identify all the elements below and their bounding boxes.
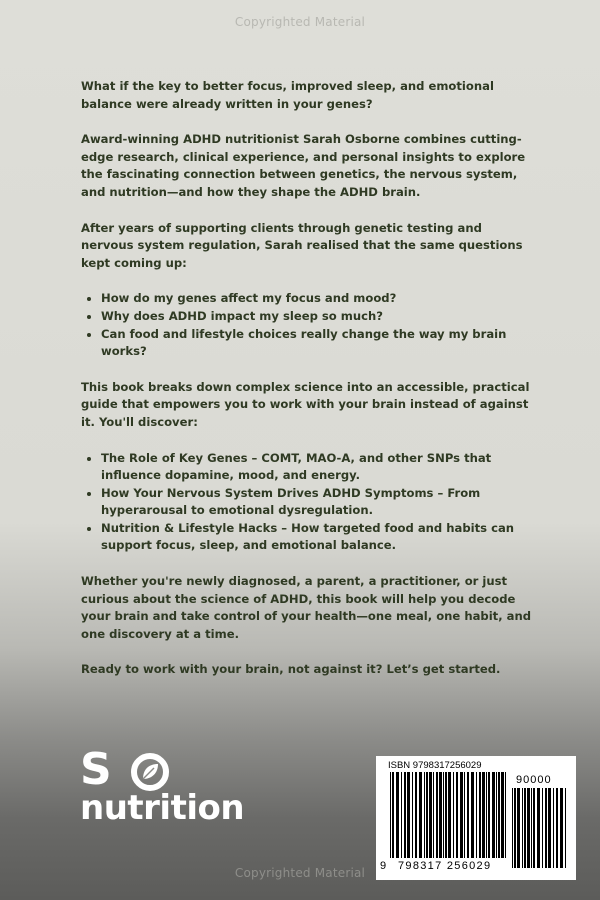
list-item: • Why does ADHD impact my sleep so much? xyxy=(101,308,533,326)
intro-paragraph: What if the key to better focus, improved sleep, and emotional balance were already written in your genes? xyxy=(81,79,494,111)
back-cover-blurb xyxy=(81,78,533,697)
logo-so-text: S xyxy=(80,744,111,795)
questions-list xyxy=(81,290,533,360)
list-item: • How do my genes affect my focus and mood? xyxy=(101,290,533,308)
list-item: • Nutrition & Lifestyle Hacks – How targeted food and habits can support focus, sleep, and emotional balance. xyxy=(101,520,533,555)
so-nutrition-logo xyxy=(80,744,260,830)
watermark-bottom: Copyrighted Material xyxy=(234,866,366,880)
price-code: 90000 xyxy=(516,774,552,786)
closing-paragraph: Ready to work with your brain, not against it? Let’s get started. xyxy=(81,662,501,677)
author-paragraph: Award-winning ADHD nutritionist Sarah Osborne combines cutting-edge research, clinical experience, and personal insights to explore the fascinating connection between genetics, the nervous system, and nutrition—and how they shape the ADHD brain. xyxy=(81,132,526,199)
leaf-icon xyxy=(130,752,170,792)
isbn-barcode xyxy=(376,756,576,880)
list-item: • How Your Nervous System Drives ADHD Symptoms – From hyperarousal to emotional dysregulation. xyxy=(101,485,533,520)
book-summary-paragraph: This book breaks down complex science into an accessible, practical guide that empowers you to work with your brain instead of against it. You'll discover: xyxy=(81,379,530,429)
discoveries-list xyxy=(81,450,533,556)
barcode-first-digit: 9 xyxy=(380,860,387,872)
barcode-digits: 798317 256029 xyxy=(398,860,492,872)
questions-intro-paragraph: After years of supporting clients through genetic testing and nervous system regulation, Sarah realised that the same questions kept coming up: xyxy=(81,220,523,270)
isbn-label: ISBN 9798317256029 xyxy=(388,760,482,771)
list-item: • The Role of Key Genes – COMT, MAO-A, and other SNPs that influence dopamine, mood, and energy. xyxy=(101,450,533,485)
watermark-top: Copyrighted Material xyxy=(234,15,366,29)
audience-paragraph: Whether you're newly diagnosed, a parent, a practitioner, or just curious about the science of ADHD, this book will help you decode your brain and take control of your health—one meal, one habit, and one discovery at a time. xyxy=(81,574,532,641)
list-item: • Can food and lifestyle choices really change the way my brain works? xyxy=(101,326,533,361)
logo-nutrition-text: nutrition xyxy=(80,788,245,828)
